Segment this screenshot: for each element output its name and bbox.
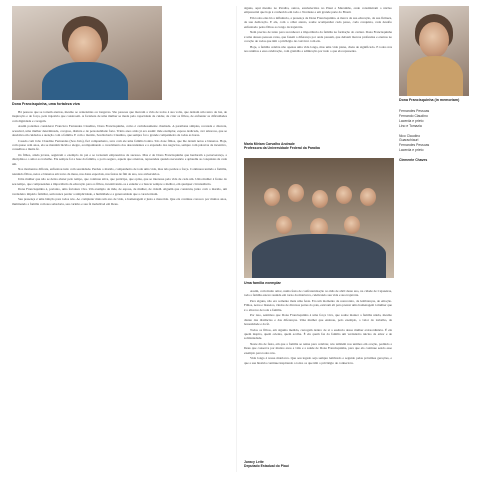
paragraph: Os filhos, ainda jovens, seguiram o exemplo do pai e se tornaram empresários de sucesso. Mas é de Dona Francisquinha que herdaram a perseverança, a disciplina e o amor ao trabalho. Ela sempre foi a base da família, o porto seguro, aquela que orientou, repreendeu quando necessário e aplaudiu as conquistas de cada um. <box>12 152 227 166</box>
paragraph: Assim podemos considerar Francisca Fernandes Claudino, Dona Francisquinha, como é carinhosamente chamada. A paraibana simples, recatada e discreta, acessível, uma mulher determinada, corajosa, distinta e de personalidade forte. Trinta anos atrás já era assim: mãe exemplar, esposa dedicada, avó amorosa, que se desdobra em cuidados e atenção com a família. E com o marido, Seu Roberto Claudino, que sempre foi o grande companheiro de todas as horas. <box>12 124 227 138</box>
signature-block-1 <box>244 142 394 151</box>
paragraph: Em todos eles há a influência, a presença de Dona Francisquinha. A marca da sua educação, da sua firmeza, da sua dedicação. E ela, com o olhar atento, soube acompanhar cada passo, cada conquista, cada desafio enfrentado pelos filhos ao longo da trajetória. <box>244 15 392 29</box>
left-photo-caption: Dona Francisquinha, uma fortaleza viva <box>12 102 80 106</box>
signature-block-2 <box>244 460 394 469</box>
family-group-photo <box>244 158 394 278</box>
memorial-photo <box>399 6 469 96</box>
portrait-photo-dona-francisquinha <box>12 6 162 100</box>
paragraph: Há pessoas que se tornam eternas, mesmo se centenárias ou longevas. São pessoas que marcam a vida de todos à sua volta, que deixam um rastro de luz, de inspiração e de força, pela trajetória que constroem. A fortaleza de uma mulher se mede pela capacidade de cuidar, de criar os filhos, de enfrentar as dificuldades com dignidade e coragem. <box>12 110 227 123</box>
paragraph: Vida longa à nossa matriarca. Que seu legado seja sempre lembrado e seguido pelas próximas gerações, e que a sua história continue inspirando a todos os que têm o privilégio de conhecê-la. <box>244 356 392 365</box>
paragraph: Uma mulher que não se deixa abater pelo tempo, que continua ativa, que participa, que opina, que se interessa pela vida de cada um. Uma mulher à frente do seu tempo, que compreendeu a importância da educação para os filhos, incentivando-os a estudar e a buscar sempre o melhor, em qualquer circunstância. <box>12 177 227 186</box>
signature-name: Juracy Leite <box>244 460 264 464</box>
article-center-bottom <box>244 289 392 457</box>
name-item: Nico Claudino <box>399 133 421 138</box>
name-item: Lino e Tomazia <box>399 123 422 128</box>
paragraph: Casada com João Claudino Fernandes (Seu João), fiel companheiro, teve com ele uma família bonita. São doze filhos, que lhe deram netos e bisnetos. Hoje, com quase cem anos, ela se mantém lúcida e alegre, acompanhando o crescimento dos descendentes e a expansão dos negócios, sempre com palavras de incentivo, conselhos e muita fé. <box>12 138 227 152</box>
paragraph: Para alguns, não era somente mais uma festa. Era um momento de reencontro, de lembranças, de emoção. Filhos, netos e bisnetos, vindos de diversas partes do país, estavam ali para prestar uma homenagem à mulher que é o alicerce de toda a família. <box>244 298 392 312</box>
name-item: Fernando Claudino <box>399 113 428 118</box>
signature-title: Deputado Estadual do Piauí <box>244 464 289 469</box>
column-gutter <box>236 6 237 472</box>
paragraph: Nos momentos difíceis, enfrentou tudo com serenidade. Perdeu o marido, companheiro de toda uma vida, mas não perdeu a força. Continuou unindo a família, reunindo filhos, netos e bisnetos em torno da mesa, nas datas especiais, nas festas de fim de ano, nos aniversários. <box>12 167 227 176</box>
paragraph: Sua presença é uma bênção para todos nós. Ao completar mais um ano de vida, a homenagem é justa e merecida. Que ela continue conosco por muitos anos, iluminando a família com sua sabedoria, seu carinho e sua fé inabalável em Deus. <box>12 197 227 206</box>
right-photo-caption: Dona Francisquinha (in memoriam) <box>399 98 460 102</box>
paragraph: Hoje, a família celebra não apenas uma vida longa, mas uma vida plena, cheia de significado. E todos nós nos unimos a essa celebração, com gratidão e admiração por tudo o que ela representa. <box>244 44 392 53</box>
article-left-column <box>12 110 227 472</box>
family-photo-caption: Uma família exemplar <box>244 281 281 285</box>
paragraph: Assim, com muito amor, numa festa de confraternização no mês de abril deste ano, na cidade de Cajazeiras, toda a família esteve reunida em torno da matriarca, celebrando sua vida e sua trajetória. <box>244 289 392 298</box>
paragraph: Neste dia de festa, em que a família se reúne para celebrar, nós também nos unimos em oração, pedindo a Deus que conserve por muitos anos a vida e a saúde de Dona Francisquinha, para que ela continue sendo esse exemplo para todos nós. <box>244 341 392 355</box>
signature-title: Professora da Universidade Federal da Paraíba <box>244 146 320 151</box>
name-item: Lacerda e prieto <box>399 148 424 153</box>
paragraph: Por isso, sentimos que Dona Francisquinha é uma força viva, que soube manter a família unida, mesmo diante das distâncias e das diferenças. Uma mulher que ensinou, pelo exemplo, o valor do trabalho, da honestidade e da fé. <box>244 313 392 326</box>
name-item: Guarachiauri <box>399 138 419 143</box>
name-item: Lacerda e prieto <box>399 118 424 123</box>
article-center-top <box>244 6 392 134</box>
paragraph: alguns, aqui mesmo no Paraíba, outros, estabelecidos no Piauí e Maranhão, onde constituíram o núcleo empresarial que hoje é conhecido em todo o Nordeste e em grande parte do Brasil. <box>244 6 392 15</box>
paragraph: Nem preciso de tanto para reconhecer a importância da família na formação do caráter. Dona Francisquinha é uma dessas pessoas raras, que fazem a diferença por onde passam, que deixam marcas profundas e eternas no coração de todos que têm o privilégio de conviver com ela. <box>244 30 392 43</box>
name-item: Fernandes Pessoas <box>399 109 430 113</box>
paragraph: Todos os filhos, em alguma medida, carregam dentro de si a essência dessa mulher extraordinária. É ela quem inspira, quem orienta, quem acolhe. É ela quem faz da família um verdadeiro núcleo de amor e de solidariedade. <box>244 327 392 341</box>
name-item: Fernandes Pessoas <box>399 143 430 148</box>
names-subheading: Clemente Chaves <box>399 158 428 163</box>
signature-name: Maria Miriam Carvalho Andrade <box>244 142 295 146</box>
family-names-list <box>399 109 474 164</box>
paragraph: Dona Francisquinha é, portanto, uma fortaleza viva. Um exemplo de mãe, de esposa, de mulher, de cidadã. Alguém que construiu, junto com o marido, um verdadeiro império familiar, sem nunca perder a simplicidade, a humildade e a generosidade que a caracterizam. <box>12 187 227 196</box>
